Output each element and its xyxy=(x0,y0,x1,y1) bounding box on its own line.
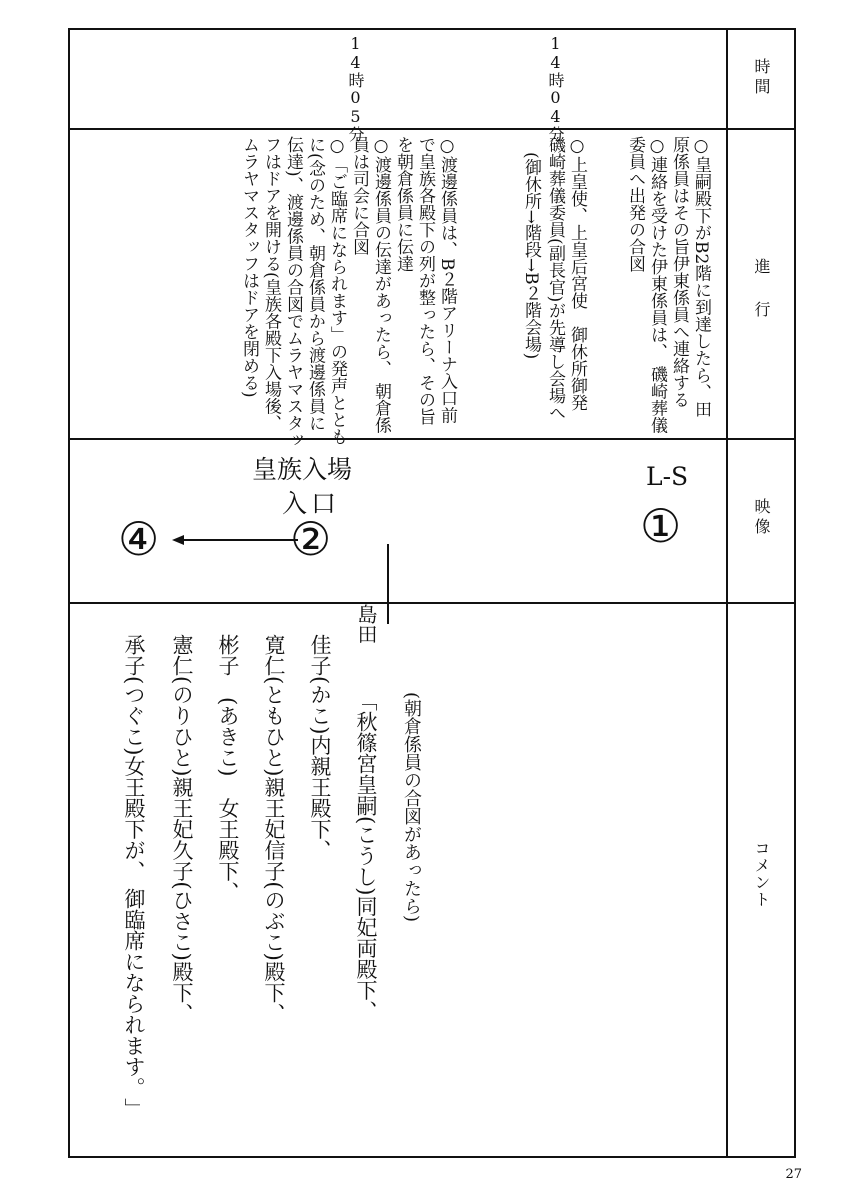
header-video: 映像 xyxy=(752,498,771,538)
camera-1-marker: ① xyxy=(640,499,682,553)
cue-divider-line xyxy=(387,544,389,624)
row-divider-progress xyxy=(68,438,796,440)
progress-line: に(念のため、朝倉係員から渡邊係員に xyxy=(305,136,325,432)
progress-line: ○連絡を受けた伊東係員は、 磯崎葬儀 xyxy=(647,136,667,434)
progress-line: 伝達)、渡邊係員の合図でムラヤマスタッ xyxy=(283,136,303,449)
page-number: 27 xyxy=(785,1167,802,1182)
header-comment: コメント xyxy=(752,840,771,908)
announcement-line: 彬子 (あきこ) 女王殿下、 xyxy=(216,634,240,903)
comment-cue: (朝倉係員の合図があったら) xyxy=(401,692,422,923)
camera-2-marker: ② xyxy=(290,512,332,566)
progress-line: ○「ご臨席になられます」の発声ととも xyxy=(327,136,347,445)
progress-line: ○皇嗣殿下がB2階に到達したら、田 xyxy=(691,136,711,418)
progress-line: を朝倉係員に伝達 xyxy=(393,136,413,272)
progress-line: 員は司会に合図 xyxy=(349,136,369,255)
announcement-line: 」 xyxy=(122,1098,146,1119)
time-1405: 14時05分 xyxy=(346,34,365,142)
announcer-name: 島田 xyxy=(354,604,378,644)
camera-4-marker: ④ xyxy=(118,512,160,566)
entrance-title: 皇族入場 xyxy=(252,455,353,484)
progress-line: (御休所→階段→B２階会場) xyxy=(521,152,541,360)
progress-line: ○上皇使、上皇后宮使 御休所御発 xyxy=(567,136,587,411)
announcement-line: 佳子(かこ)内親王殿下、 xyxy=(308,634,332,861)
progress-line: で皇族各殿下の列が整ったら、その旨 xyxy=(415,136,435,425)
header-time: 時間 xyxy=(752,58,771,98)
time-1404: 14時04分 xyxy=(546,34,565,142)
camera-arrow xyxy=(170,530,300,550)
progress-line: ○渡邊係員は、B２階アリーナ入口前 xyxy=(437,136,457,424)
progress-line: フはドアを開ける(皇族各殿下入場後、 xyxy=(261,136,281,432)
announcement-line: 憲仁(のりひと)親王妃久子(ひさこ)殿下、 xyxy=(170,634,194,1024)
progress-line: 原係員はその旨伊東係員へ連絡する xyxy=(669,136,689,408)
progress-line: 磯崎葬儀委員(副長官)が先導し会場へ xyxy=(545,136,565,422)
header-progress: 進 行 xyxy=(752,258,771,321)
row-divider-time xyxy=(68,128,796,130)
progress-line: 委員へ出発の合図 xyxy=(625,136,645,272)
header-column-divider xyxy=(726,28,728,1158)
announcement-line: 寛仁(ともひと)親王妃信子(のぶこ)殿下、 xyxy=(262,634,286,1024)
shot-type-label: L-S xyxy=(646,462,689,491)
progress-line: ○渡邊係員の伝達があったら、 朝倉係 xyxy=(371,136,391,434)
entrance-label: 入口 xyxy=(282,489,341,518)
progress-line: ムラヤマスタッフはドアを閉める) xyxy=(239,136,259,398)
row-divider-video xyxy=(68,602,796,604)
announcement-line: 承子(つぐこ)女王殿下が、 御臨席になられます。 xyxy=(122,634,146,1099)
announcement-line: 「秋篠宮皇嗣(こうし)同妃両殿下、 xyxy=(354,690,378,1022)
